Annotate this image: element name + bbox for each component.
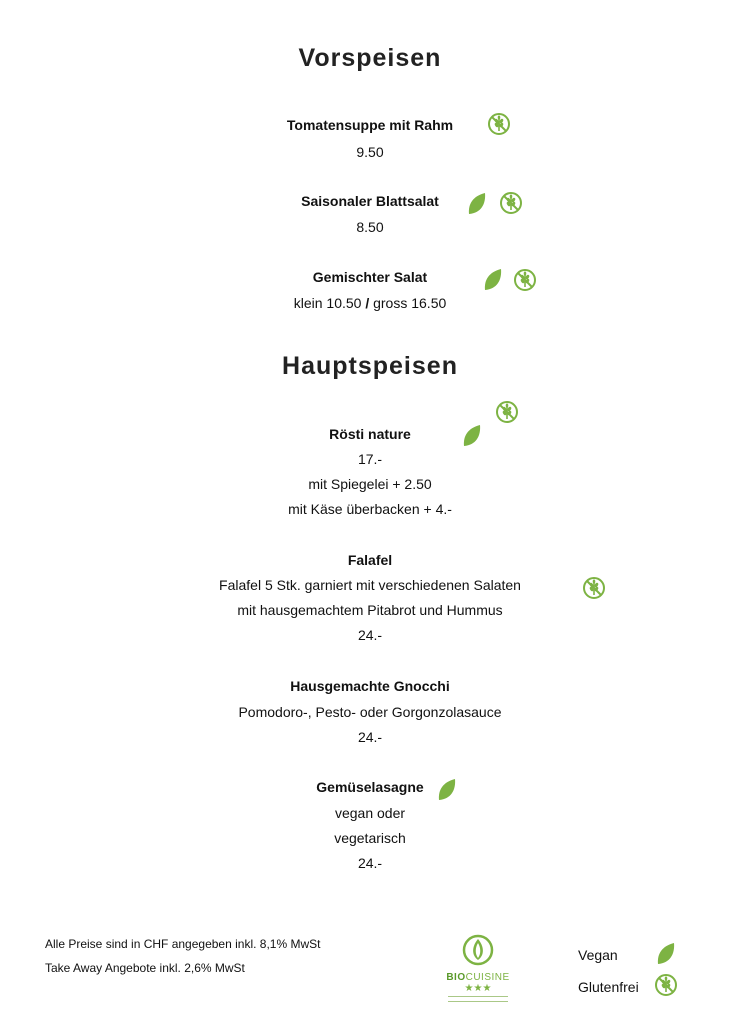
dish-line: mit hausgemachtem Pitabrot und Hummus	[237, 602, 503, 618]
legend-vegan-label: Vegan	[578, 947, 618, 963]
section-heading-mains: Hauptspeisen	[282, 352, 458, 380]
dish-line: Falafel 5 Stk. garniert mit verschiedenen Salaten	[219, 577, 521, 593]
gluten-free-icon	[499, 191, 523, 215]
price-separator: /	[365, 295, 370, 311]
leaf-icon	[437, 778, 457, 802]
logo-text-bio: BIO	[446, 972, 466, 983]
logo-stars: ★★★	[464, 983, 492, 994]
dish-name: Gemischter Salat	[312, 269, 428, 285]
dish-price-options	[0, 295, 740, 311]
dish-line: vegan oder	[334, 805, 406, 821]
gluten-free-icon	[582, 576, 606, 600]
biocuisine-logo	[440, 933, 516, 1003]
leaf-icon	[656, 942, 676, 966]
legend-glutenfree-label: Glutenfrei	[578, 979, 639, 995]
dish-name: Hausgemachte Gnocchi	[290, 678, 450, 694]
dish-line: 17.-	[357, 451, 383, 467]
gluten-free-icon	[495, 400, 519, 424]
dish-line: 24.-	[357, 627, 383, 643]
dish-line: mit Käse überbacken + 4.-	[288, 501, 452, 517]
dish-name: Tomatensuppe mit Rahm	[286, 117, 454, 133]
price-large: gross 16.50	[373, 295, 447, 311]
dish-price: 8.50	[356, 219, 384, 235]
dish-name: Saisonaler Blattsalat	[301, 193, 439, 209]
logo-flame-icon	[461, 933, 495, 967]
dish-line: 24.-	[357, 855, 383, 871]
price-note: Alle Preise sind in CHF angegeben inkl. 8,1% MwSt	[45, 937, 321, 951]
takeaway-note: Take Away Angebote inkl. 2,6% MwSt	[45, 961, 245, 975]
price-small: klein 10.50	[293, 295, 362, 311]
gluten-free-icon	[487, 112, 511, 136]
logo-text	[440, 972, 516, 983]
dish-line: Pomodoro-, Pesto- oder Gorgonzolasauce	[238, 704, 502, 720]
logo-text-cuisine: CUISINE	[465, 972, 510, 983]
logo-fineprint	[448, 996, 508, 1002]
dish-line: vegetarisch	[334, 830, 406, 846]
gluten-free-icon	[513, 268, 537, 292]
dish-name: Gemüselasagne	[316, 779, 424, 795]
gluten-free-icon	[654, 973, 678, 997]
dish-name: Falafel	[347, 552, 393, 568]
dish-name: Rösti nature	[329, 426, 411, 442]
leaf-icon	[483, 268, 503, 292]
section-heading-starters: Vorspeisen	[298, 44, 442, 72]
dish-line: mit Spiegelei + 2.50	[308, 476, 432, 492]
leaf-icon	[467, 192, 487, 216]
dish-line: 24.-	[357, 729, 383, 745]
dish-price: 9.50	[356, 144, 384, 160]
